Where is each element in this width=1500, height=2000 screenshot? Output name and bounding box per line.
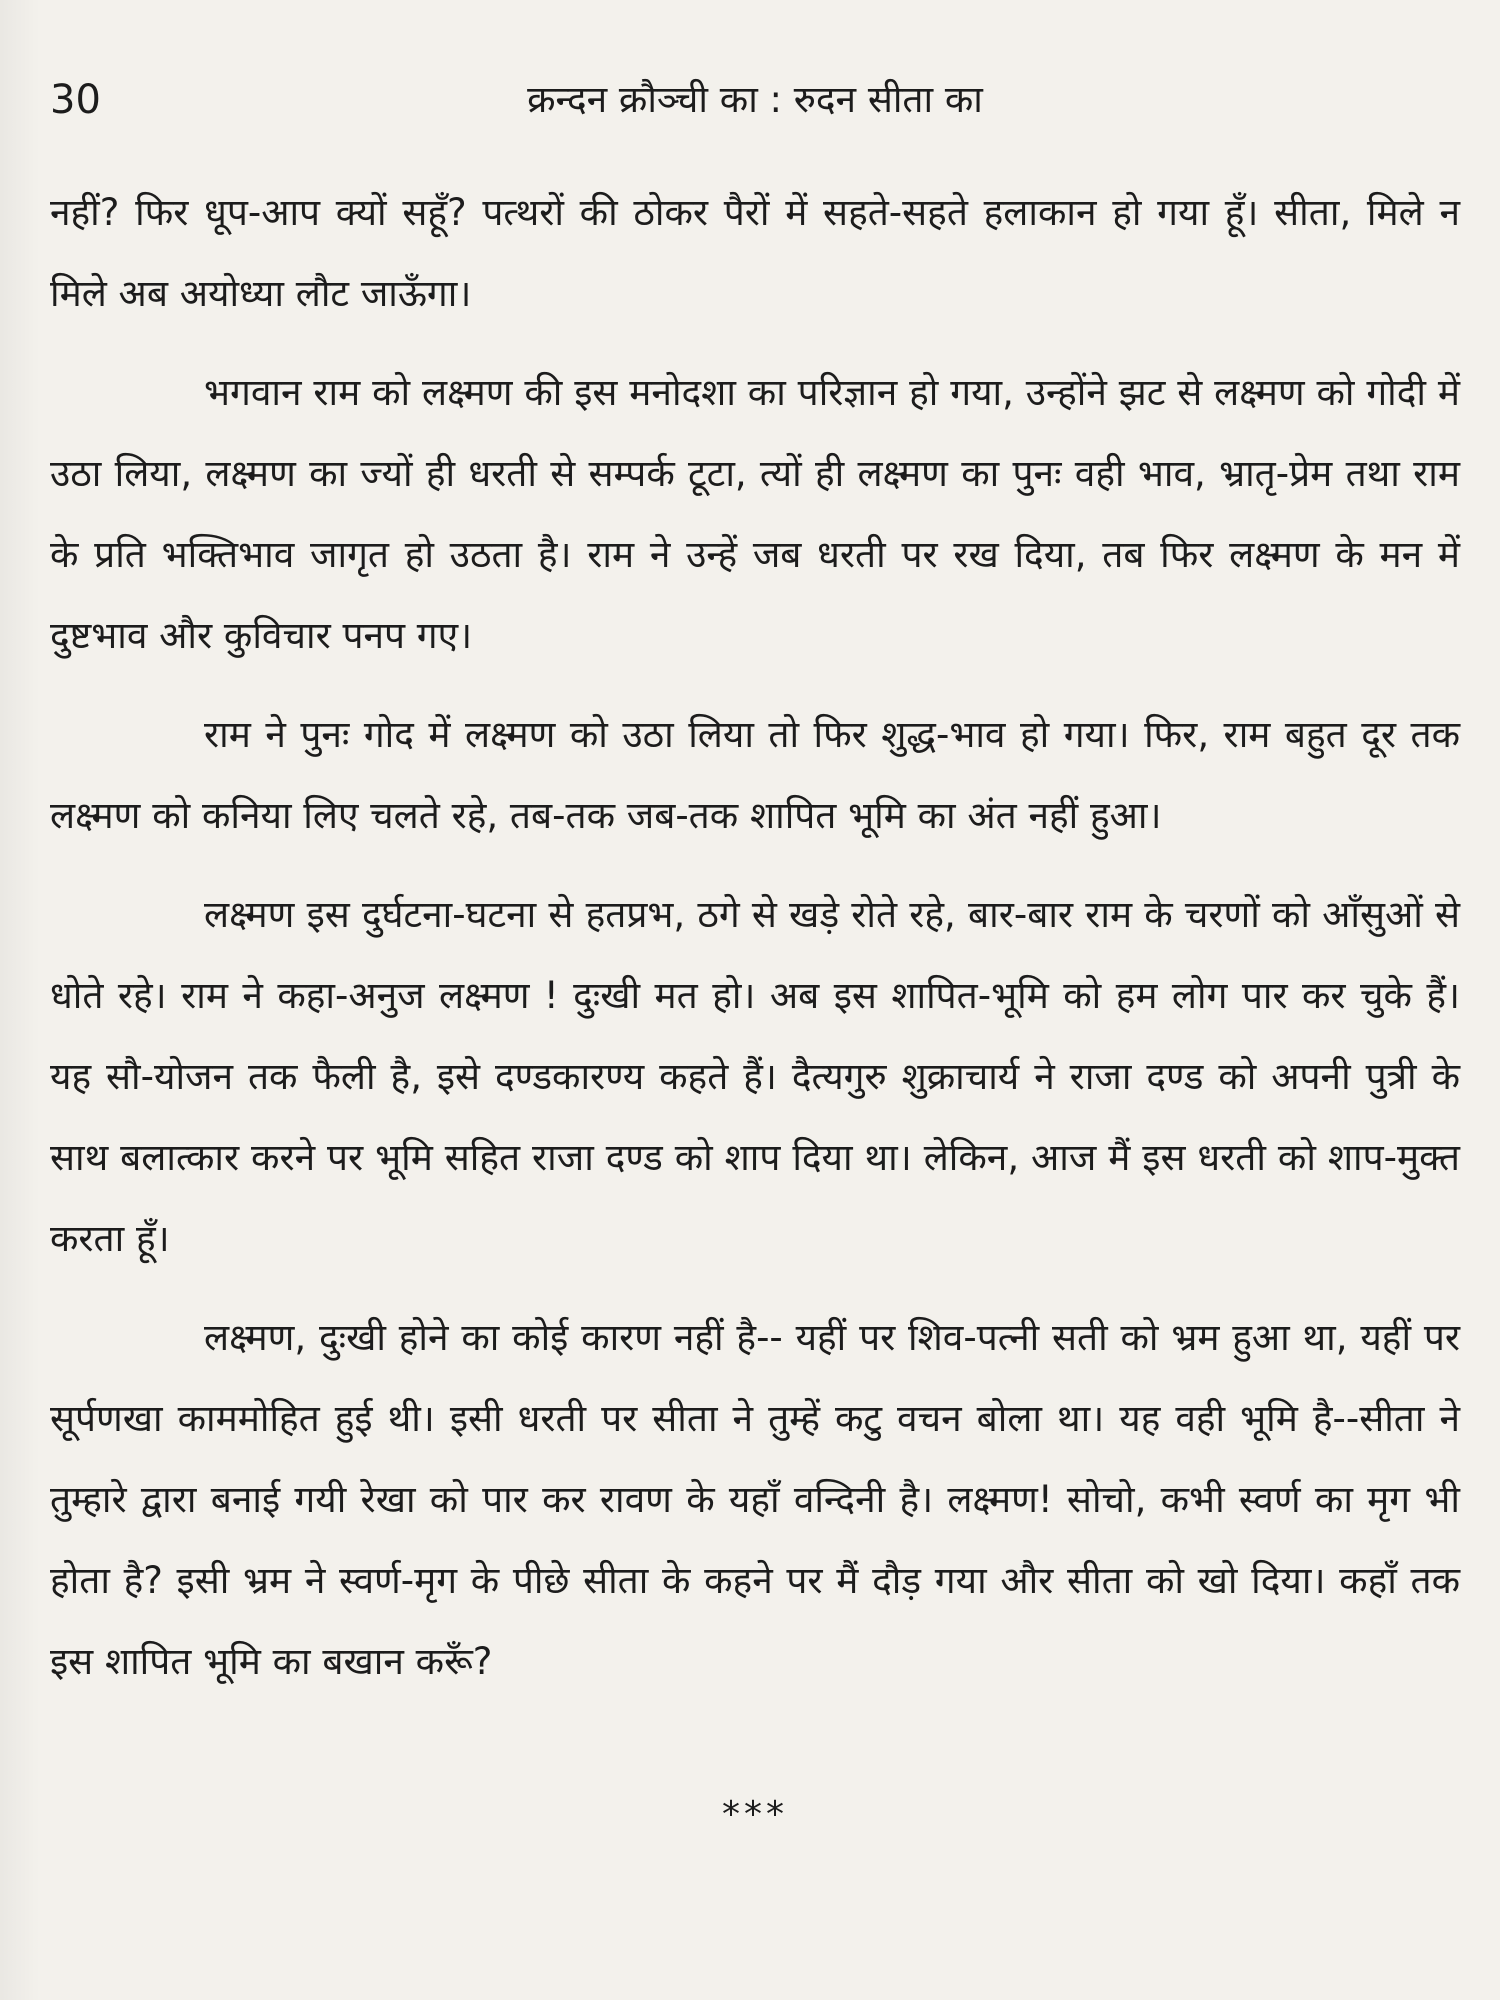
page-number: 30 — [50, 77, 101, 123]
paragraph: लक्ष्मण इस दुर्घटना-घटना से हतप्रभ, ठगे से खड़े रोते रहे, बार-बार राम के चरणों को आँसुओं से धोते रहे। राम ने कहा-अनुज लक्ष्मण ! दुःखी मत हो। अब इस शापित-भूमि को हम लोग पार कर चुके हैं। यह सौ-योजन तक फैली है, इसे दण्डकारण्य कहते हैं। दैत्यगुरु शुक्राचार्य ने राजा दण्ड को अपनी पुत्री के साथ बलात्कार करने पर भूमि सहित राजा दण्ड को शाप दिया था। लेकिन, आज मैं इस धरती को शाप-मुक्त करता हूँ। — [50, 893, 1460, 1260]
paragraph: राम ने पुनः गोद में लक्ष्मण को उठा लिया तो फिर शुद्ध-भाव हो गया। फिर, राम बहुत दूर तक लक्ष्मण को कनिया लिए चलते रहे, तब-तक जब-तक शापित भूमि का अंत नहीं हुआ। — [50, 713, 1460, 837]
page-header — [50, 70, 1460, 130]
section-separator: *** — [722, 1794, 788, 1835]
paragraph: लक्ष्मण, दुःखी होने का कोई कारण नहीं है-- यहीं पर शिव-पत्नी सती को भ्रम हुआ था, यहीं पर सूर्पणखा काममोहित हुई थी। इसी धरती पर सीता ने तुम्हें कटु वचन बोला था। यह वही भूमि है--सीता ने तुम्हारे द्वारा बनाई गयी रेखा को पार कर रावण के यहाँ वन्दिनी है। लक्ष्मण! सोचो, कभी स्वर्ण का मृग भी होता है? इसी भ्रम ने स्वर्ण-मृग के पीछे सीता के कहने पर मैं दौड़ गया और सीता को खो दिया। कहाँ तक इस शापित भूमि का बखान करूँ? — [50, 1316, 1460, 1683]
running-title: क्रन्दन क्रौञ्ची का : रुदन सीता का — [527, 78, 983, 121]
paragraph: नहीं? फिर धूप-आप क्यों सहूँ? पत्थरों की ठोकर पैरों में सहते-सहते हलाकान हो गया हूँ। सीता, मिले न मिले अब अयोध्या लौट जाऊँगा। — [50, 191, 1460, 315]
paragraph: भगवान राम को लक्ष्मण की इस मनोदशा का परिज्ञान हो गया, उन्होंने झट से लक्ष्मण को गोदी में उठा लिया, लक्ष्मण का ज्यों ही धरती से सम्पर्क टूटा, त्यों ही लक्ष्मण का पुनः वही भाव, भ्रातृ-प्रेम तथा राम के प्रति भक्तिभाव जागृत हो उठता है। राम ने उन्हें जब धरती पर रख दिया, तब फिर लक्ष्मण के मन में दुष्टभाव और कुविचार पनप गए। — [50, 371, 1460, 657]
body-text — [50, 172, 1460, 1702]
